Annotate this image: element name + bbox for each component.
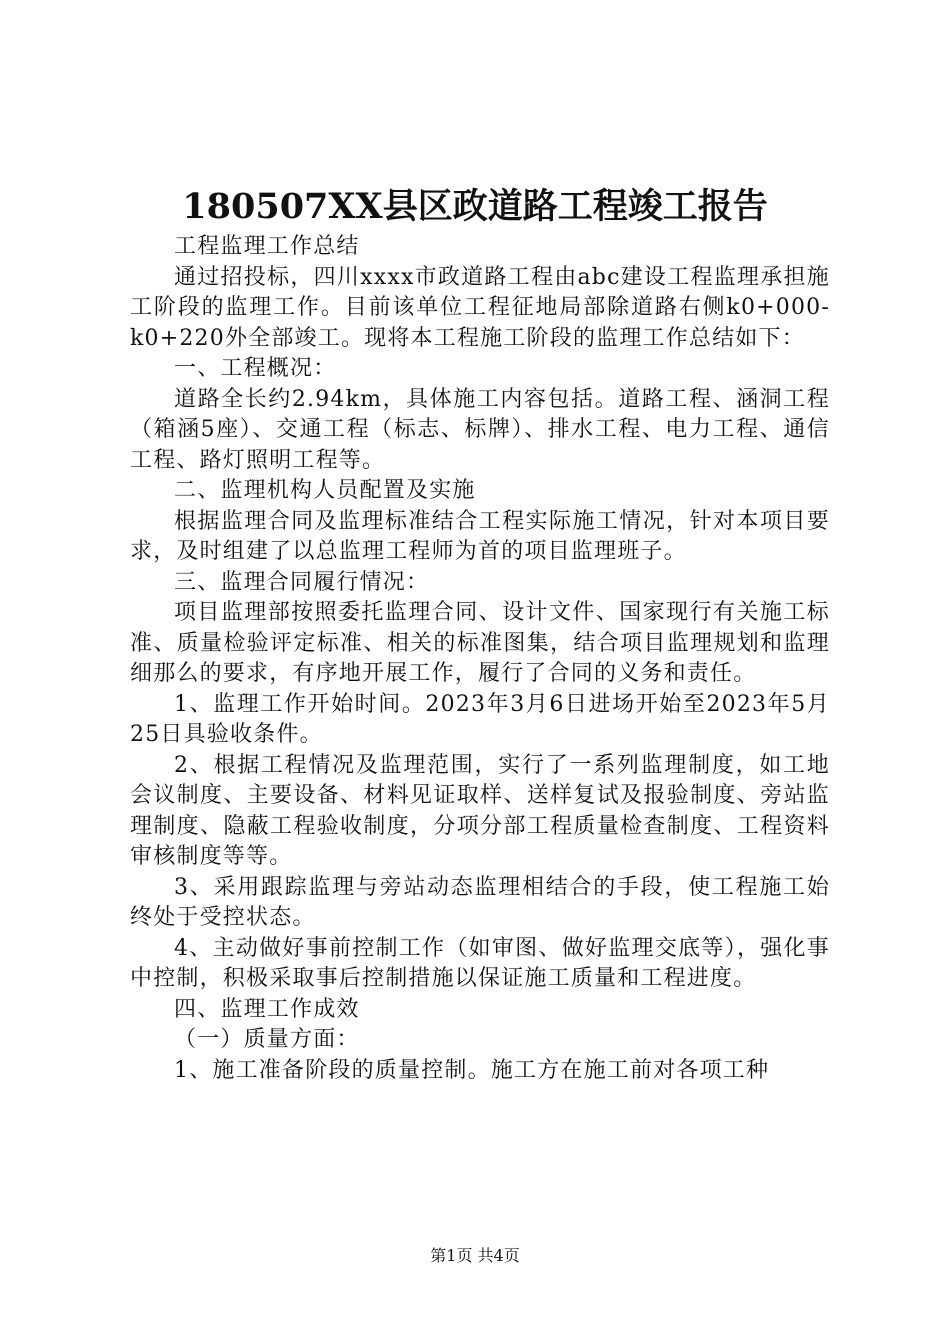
paragraph-staffing: 根据监理合同及监理标准结合工程实际施工情况，针对本项目要求，及时组建了以总监理工程师为首的项目监理班子。 [130,508,830,564]
paragraph-item-4: 4、主动做好事前控制工作（如审图、做好监理交底等），强化事中控制，积极采取事后控制措施以保证施工质量和工程进度。 [130,935,830,991]
document-title: 180507XX县区政道路工程竣工报告 [182,186,768,227]
paragraph-quality-1: 1、施工准备阶段的质量控制。施工方在施工前对各项工种 [174,1057,770,1083]
paragraph-item-1: 1、监理工作开始时间。2023年3月6日进场开始至2023年5月25日具验收条件。 [130,691,830,747]
paragraph-intro: 通过招投标，四川xxxx市政道路工程由abc建设工程监理承担施工阶段的监理工作。目前该单位工程征地局部除道路右侧k0+000-k0+220外全部竣工。现将本工程施工阶段的监理工作总结如下： [130,264,830,351]
paragraph-heading-contract: 三、监理合同履行情况： [174,569,430,595]
paragraph-overview: 道路全长约2.94km，具体施工内容包括。道路工程、涵洞工程（箱涵5座）、交通工程（标志、标牌）、排水工程、电力工程、通信工程、路灯照明工程等。 [130,386,830,473]
document-body [130,232,830,1086]
paragraph-section-heading: 工程监理工作总结 [174,234,360,259]
paragraph-heading-results: 四、监理工作成效 [174,996,360,1022]
paragraph-heading-staffing: 二、监理机构人员配置及实施 [174,478,476,503]
paragraph-item-3: 3、采用跟踪监理与旁站动态监理相结合的手段，使工程施工始终处于受控状态。 [130,874,830,930]
paragraph-contract: 项目监理部按照委托监理合同、设计文件、国家现行有关施工标准、质量检验评定标准、相关的标准图集，结合项目监理规划和监理细那么的要求，有序地开展工作，履行了合同的义务和责任。 [130,600,830,686]
paragraph-subheading-quality: （一）质量方面： [174,1027,360,1052]
paragraph-item-2: 2、根据工程情况及监理范围，实行了一系列监理制度，如工地会议制度、主要设备、材料见证取样、送样复试及报验制度、旁站监理制度、隐蔽工程验收制度，分项分部工程质量检查制度、工程资料审核制度等等。 [130,752,830,869]
page-footer: 第1页 共4页 [430,1246,520,1265]
paragraph-heading-overview: 一、工程概况： [174,356,337,381]
